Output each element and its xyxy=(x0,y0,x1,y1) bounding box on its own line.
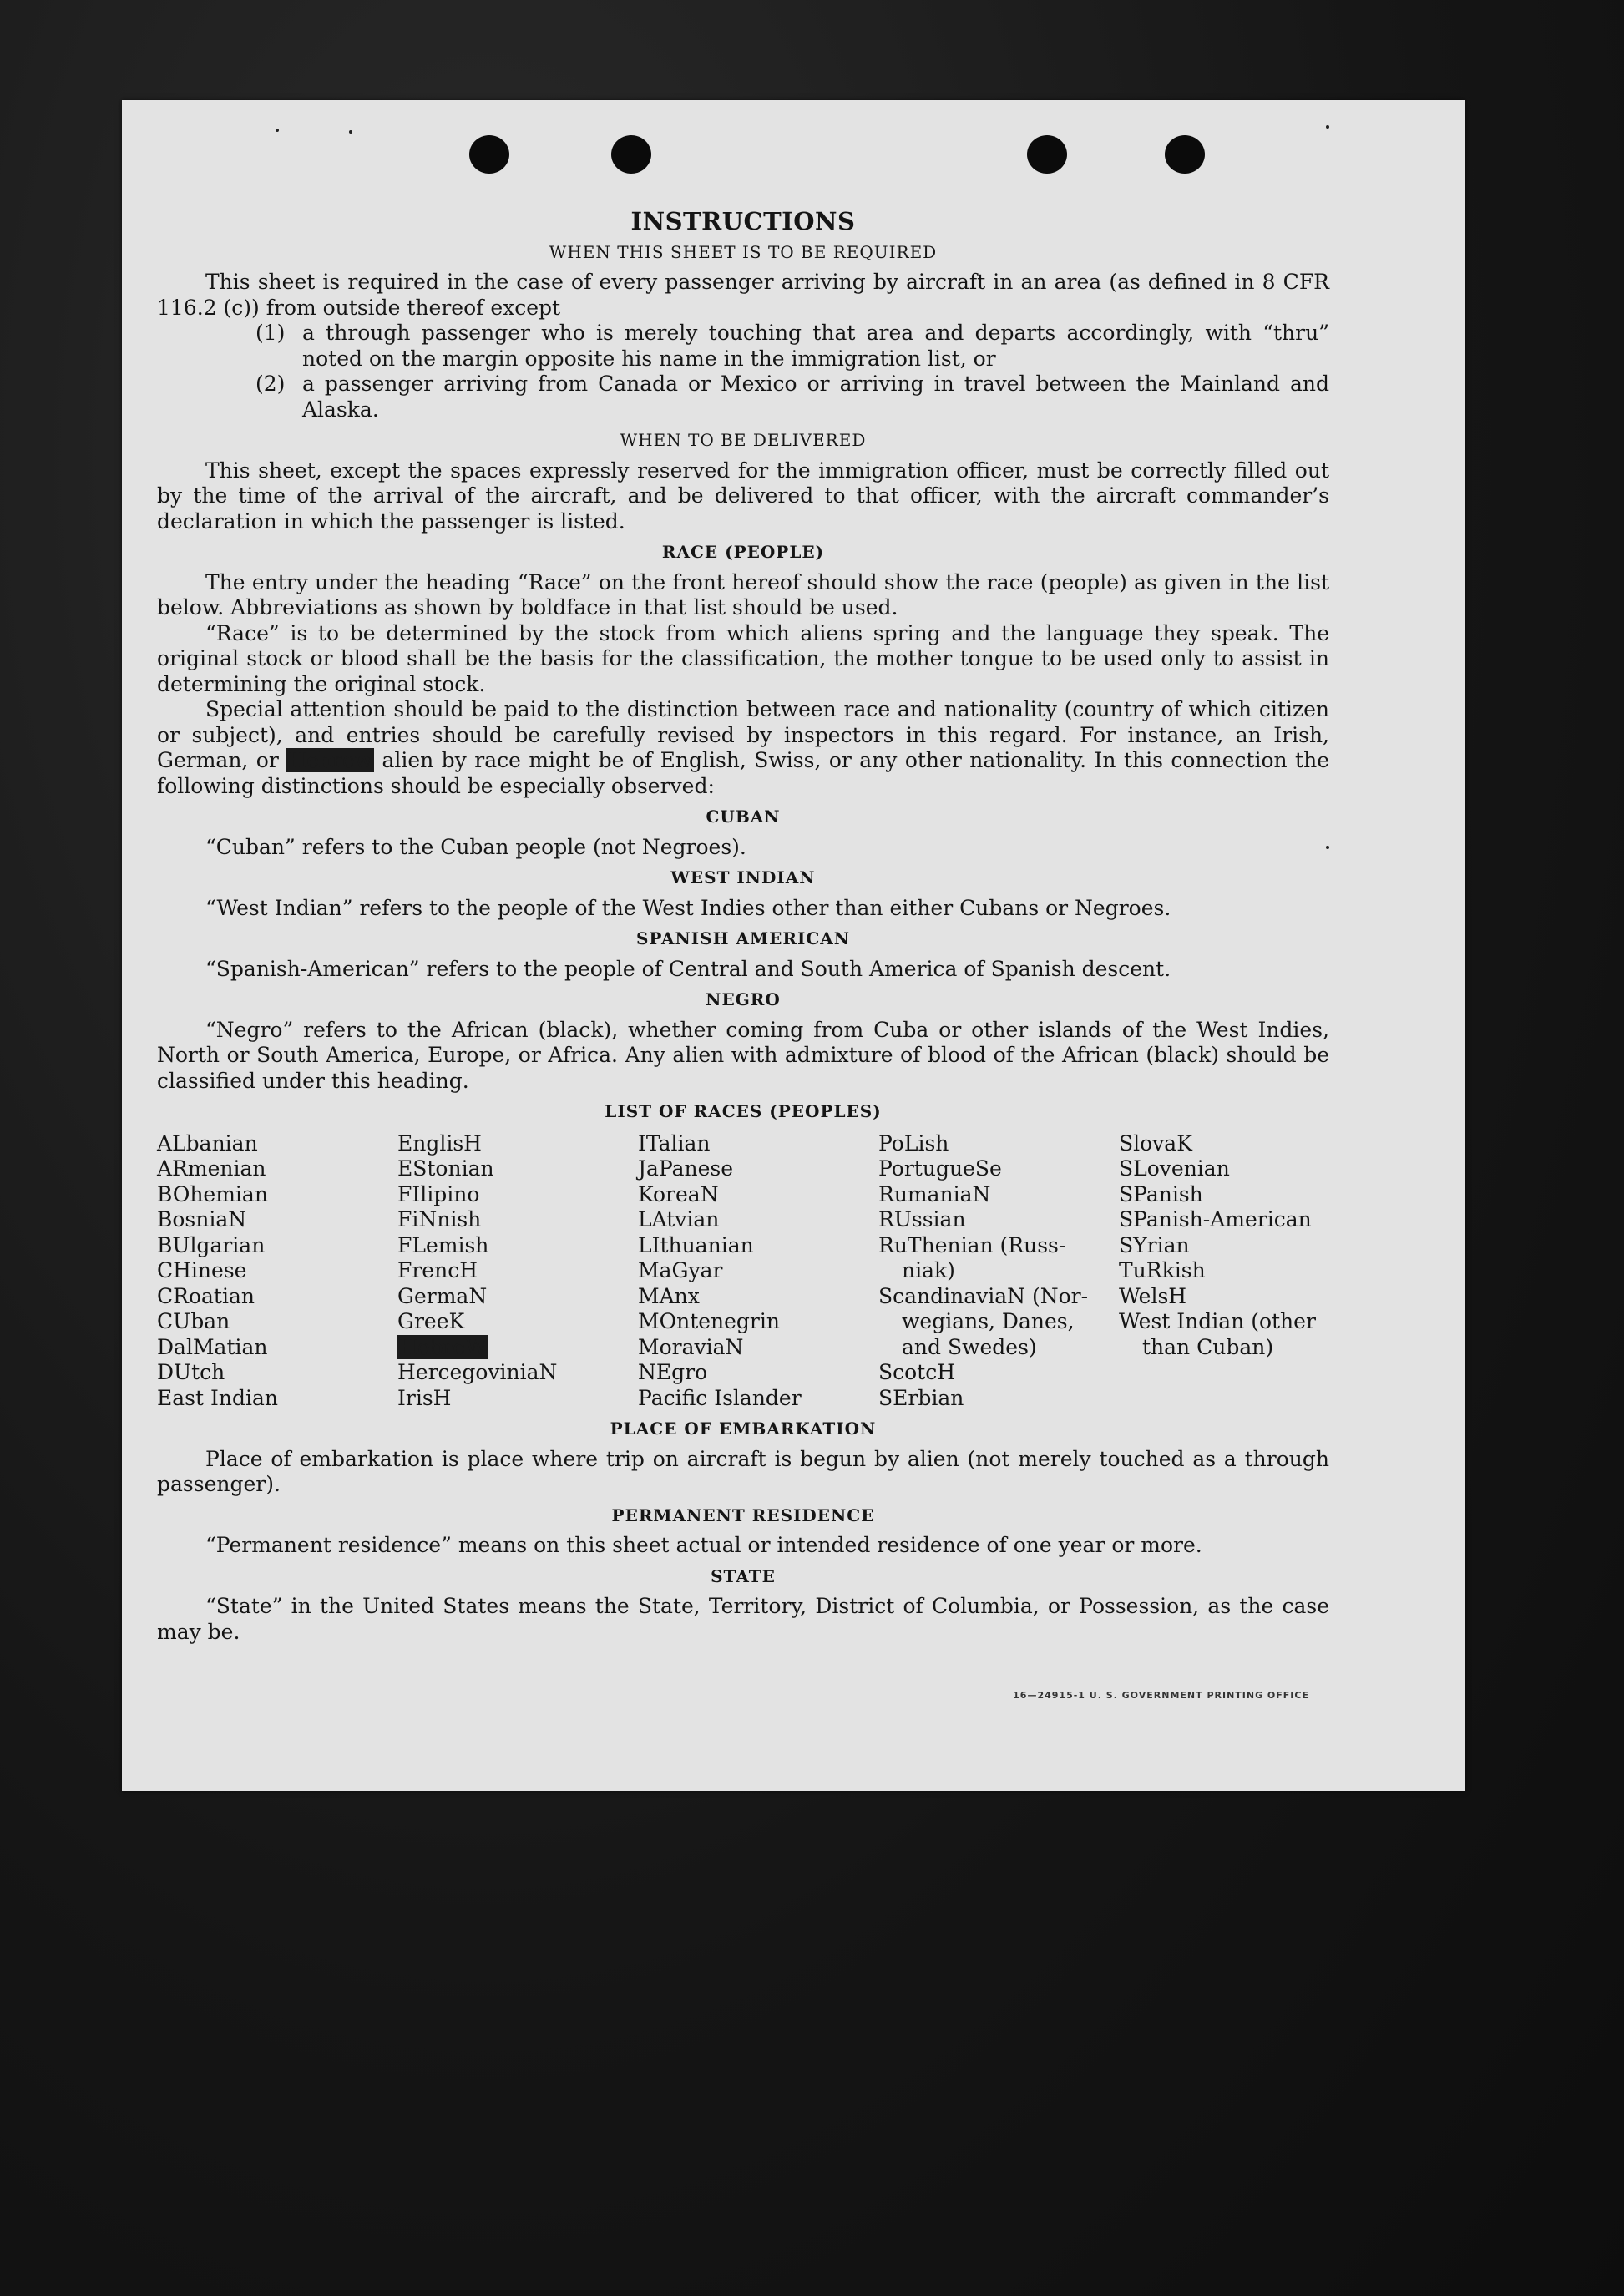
dust-speck xyxy=(349,130,352,134)
race-column xyxy=(1119,1131,1359,1412)
item-number: (2) xyxy=(255,372,286,396)
race-list-item: GermaN xyxy=(397,1283,488,1308)
race-list-item: East Indian xyxy=(157,1385,278,1410)
punch-hole xyxy=(1027,135,1067,174)
race-column xyxy=(638,1131,878,1412)
race-list-item: SYrian xyxy=(1119,1232,1190,1257)
section-heading-race: RACE (PEOPLE) xyxy=(661,542,825,562)
section-heading-state: STATE xyxy=(711,1565,776,1586)
instructions-content xyxy=(157,209,1329,1645)
race-list-item: ARmenian xyxy=(157,1156,266,1181)
paragraph: “Race” is to be determined by the stock from which aliens spring and the language they speak. The original stock or blood shall be the basis for the classification, the mother tongue to be used only to assist in determining the original stock. xyxy=(157,620,1329,696)
section-heading-when-delivered: WHEN TO BE DELIVERED xyxy=(620,430,867,450)
printing-office-code: 16—24915-1 U. S. GOVERNMENT PRINTING OFFICE xyxy=(1013,1690,1309,1701)
race-list-item: NEgro xyxy=(638,1360,708,1384)
race-list-item: FrencH xyxy=(397,1258,478,1282)
section-heading-embarkation: PLACE OF EMBARKATION xyxy=(610,1419,877,1439)
race-list-item: than Cuban) xyxy=(1142,1334,1274,1359)
section-heading-negro: NEGRO xyxy=(706,989,781,1009)
race-list-item: IrisH xyxy=(397,1385,452,1410)
race-list-item: wegians, Danes, xyxy=(902,1309,1075,1333)
paragraph: “West Indian” refers to the people of the West Indies other than either Cubans or Negroes. xyxy=(205,895,1171,920)
section-heading-when-required: WHEN THIS SHEET IS TO BE REQUIRED xyxy=(549,241,938,262)
race-list-item: SPanish-American xyxy=(1119,1207,1312,1231)
race-list-item: FLemish xyxy=(397,1232,489,1257)
punch-hole xyxy=(611,135,651,174)
races-table xyxy=(157,1131,1329,1412)
race-list-item: TuRkish xyxy=(1119,1258,1206,1282)
race-list-item: ITalian xyxy=(638,1130,711,1156)
paragraph-text: Special attention should be paid to the distinction between race and nationality (country of which citizen or subject), and entries should be carefully revised by inspectors in this regard. For instance, an Irish, German, or xyxy=(157,697,1329,772)
race-list-item: Pacific Islander xyxy=(638,1385,802,1410)
race-list-item: BOhemian xyxy=(157,1181,268,1206)
race-list-item: GreeK xyxy=(397,1309,465,1333)
race-list-item: niak) xyxy=(902,1258,955,1282)
race-list-item: BosniaN xyxy=(157,1207,247,1231)
struck-out-word: Hebrew xyxy=(288,748,373,772)
section-heading-cuban: CUBAN xyxy=(706,807,781,827)
item-text: a through passenger who is merely touching that area and departs accordingly, with “thru” noted on the margin opposite his name in the immigration list, or xyxy=(302,321,1329,371)
race-list-item: LIthuanian xyxy=(638,1232,754,1257)
race-list-item: MAnx xyxy=(638,1283,700,1308)
race-list-item: SPanish xyxy=(1119,1181,1203,1206)
paragraph: “Permanent residence” means on this sheet actual or intended residence of one year or more. xyxy=(205,1533,1202,1557)
section-heading-residence: PERMANENT RESIDENCE xyxy=(611,1505,875,1525)
race-list-item: MoraviaN xyxy=(638,1334,744,1359)
race-list-item: RuThenian (Russ- xyxy=(878,1232,1066,1257)
paragraph: This sheet, except the spaces expressly reserved for the immigration officer, must be correctly filled out by the time of the arrival of the aircraft, and be delivered to that officer, with the aircraft commander’s declaration in which the passenger is listed. xyxy=(157,458,1329,534)
race-list-item xyxy=(397,1335,638,1361)
item-text: a passenger arriving from Canada or Mexico or arriving in travel between the Mainland and Alaska. xyxy=(302,372,1329,422)
race-list-item: EStonian xyxy=(397,1156,494,1181)
list-item xyxy=(255,321,1329,372)
paragraph: “State” in the United States means the State, Territory, District of Columbia, or Possession, as the case may be. xyxy=(157,1594,1329,1644)
dust-speck xyxy=(1326,125,1329,129)
paragraph: The entry under the heading “Race” on the front hereof should show the race (people) as given in the list below. Abbreviations as shown by boldface in that list should be used. xyxy=(157,569,1329,620)
race-list-item: CHinese xyxy=(157,1258,247,1282)
paragraph: “Spanish-American” refers to the people of Central and South America of Spanish descent. xyxy=(205,956,1171,981)
race-list-item: KoreaN xyxy=(638,1181,719,1206)
race-list-item: FiNnish xyxy=(397,1207,482,1231)
page-title: INSTRUCTIONS xyxy=(630,207,856,235)
race-column xyxy=(397,1131,638,1412)
race-list-item: FIlipino xyxy=(397,1181,480,1206)
race-column xyxy=(878,1131,1119,1412)
paragraph xyxy=(157,697,1329,799)
race-list-item: CUban xyxy=(157,1309,230,1333)
race-list-item: ScandinaviaN (Nor- xyxy=(878,1283,1089,1308)
race-list-item: ScotcH xyxy=(878,1360,956,1384)
paragraph: This sheet is required in the case of every passenger arriving by aircraft in an area (as defined in 8 CFR 116.2 (c)) from outside thereof except xyxy=(157,270,1329,320)
race-list-item: SErbian xyxy=(878,1385,964,1410)
race-list-item: DUtch xyxy=(157,1360,225,1384)
paragraph: “Cuban” refers to the Cuban people (not Negroes). xyxy=(205,834,746,859)
race-list-item: DalMatian xyxy=(157,1334,268,1359)
race-list-item: PortugueSe xyxy=(878,1156,1002,1181)
section-heading-spanish-american: SPANISH AMERICAN xyxy=(635,928,851,948)
race-list-item: SLovenian xyxy=(1119,1156,1230,1181)
race-list-item: CRoatian xyxy=(157,1283,255,1308)
race-list-item: West Indian (other xyxy=(1119,1309,1316,1333)
dust-speck xyxy=(276,129,279,132)
race-list-item: EnglisH xyxy=(397,1130,482,1156)
paragraph: “Negro” refers to the African (black), whether coming from Cuba or other islands of the West Indies, North or South America, Europe, or Africa. Any alien with admixture of blood of the African (black) should be classified under this heading. xyxy=(157,1017,1329,1093)
race-list-item: ALbanian xyxy=(157,1130,258,1156)
race-column xyxy=(157,1131,397,1412)
race-list-item: LAtvian xyxy=(638,1207,720,1231)
struck-out-word: HebreW xyxy=(399,1334,488,1359)
race-list-item: SlovaK xyxy=(1119,1130,1192,1156)
race-list-item: MOntenegrin xyxy=(638,1309,780,1333)
race-list-item: BUlgarian xyxy=(157,1232,266,1257)
race-list-item: RumaniaN xyxy=(878,1181,991,1206)
paragraph: Place of embarkation is place where trip on aircraft is begun by alien (not merely touched as a through passenger). xyxy=(157,1446,1329,1496)
instruction-sheet xyxy=(122,100,1465,1791)
section-heading-list-of-races: LIST OF RACES (PEOPLES) xyxy=(605,1101,882,1121)
section-heading-west-indian: WEST INDIAN xyxy=(670,867,816,888)
race-list-item: MaGyar xyxy=(638,1258,723,1282)
race-list-item: PoLish xyxy=(878,1130,949,1156)
race-list-item: HercegoviniaN xyxy=(397,1360,558,1384)
race-list-item: RUssian xyxy=(878,1207,966,1231)
item-number: (1) xyxy=(255,321,286,345)
race-list-item: and Swedes) xyxy=(902,1334,1037,1359)
punch-hole xyxy=(1165,135,1205,174)
race-list-item: WelsH xyxy=(1119,1283,1187,1308)
list-item xyxy=(255,372,1329,422)
paragraph-text: alien by race might be of English, Swiss, or any other nationality. In this connection the following distinctions should be especially observed: xyxy=(157,748,1329,798)
punch-hole xyxy=(469,135,509,174)
race-list-item: JaPanese xyxy=(638,1156,734,1181)
